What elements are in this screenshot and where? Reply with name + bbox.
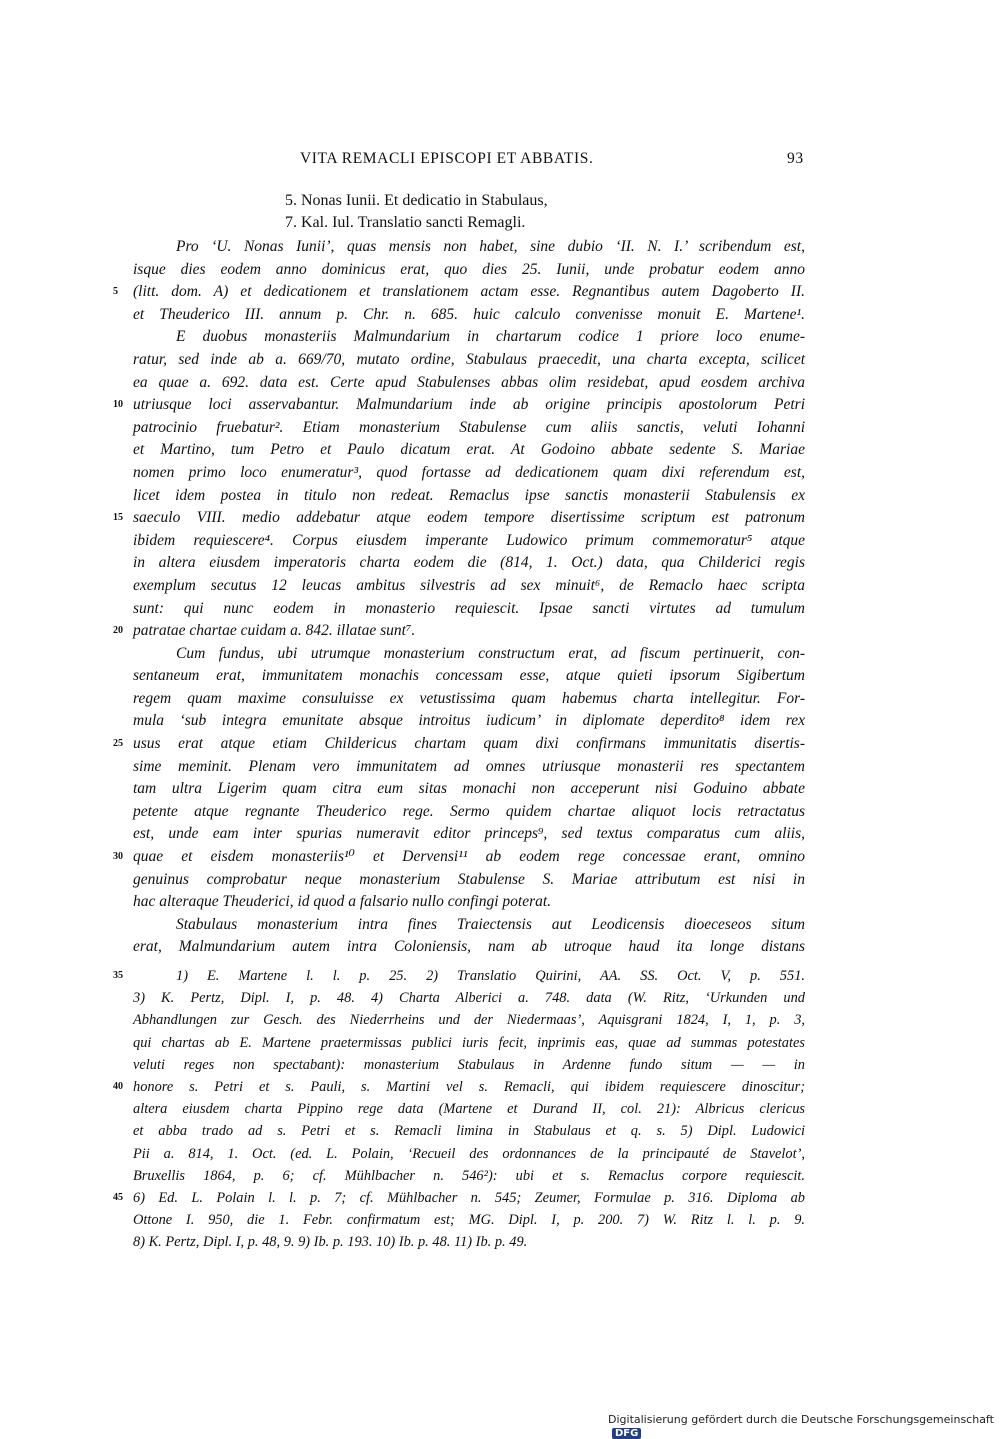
note-line-text: Ottone I. 950, die 1. Febr. confirmatum est; MG. Dipl. I, p. 200. 7) W. Ritz l. l. p. 9.	[133, 1212, 805, 1229]
note-line-text: Abhandlungen zur Gesch. des Niederrheins und der Niedermaas’, Aquisgrani 1824, I, 1, p. 3,	[133, 1012, 805, 1029]
text-line-text: Cum fundus, ubi utrumque monasterium constructum erat, ad fiscum pertinuerit, con-	[176, 644, 805, 662]
text-line-text: tam ultra Ligerim quam citra eum sitas monachi non acceperunt nisi Goduino abbate	[133, 780, 805, 798]
text-line-text: et Theuderico III. annum p. Chr. n. 685. huic calculo convenisse monuit E. Martene¹.	[133, 305, 805, 323]
note-line	[133, 1120, 805, 1142]
page-number: 93	[787, 150, 804, 167]
note-line	[113, 965, 805, 987]
text-line	[133, 485, 805, 508]
note-line	[133, 1165, 805, 1187]
text-line-text: est, unde eam inter spurias numeravit editor princeps⁹, sed textus comparatus cum aliis,	[133, 825, 805, 843]
text-line	[133, 304, 805, 327]
text-line	[133, 801, 805, 824]
text-line	[133, 575, 805, 598]
text-line-text: sunt: qui nunc eodem in monasterio requiescit. Ipsae sancti virtutes ad tumulum	[133, 599, 805, 617]
note-line	[133, 1143, 805, 1165]
text-line-text: in altera eiusdem imperatoris charta eodem die (814, 1. Oct.) data, qua Childerici regis	[133, 554, 805, 572]
note-line	[133, 1231, 805, 1253]
text-line-text: ratur, sed inde ab a. 669/70, mutato ordine, Stabulaus praecedit, una charta excepta, scilicet	[133, 350, 805, 368]
note-line	[133, 1209, 805, 1231]
note-line	[133, 987, 805, 1009]
text-line-text: ea quae a. 692. data est. Certe apud Stabulenses abbas olim residebat, apud eosdem archiva	[133, 373, 805, 391]
line-number: 45	[113, 1191, 123, 1203]
note-line-text: 8) K. Pertz, Dipl. I, p. 48, 9. 9) Ib. p. 193. 10) Ib. p. 48. 11) Ib. p. 49.	[133, 1234, 528, 1251]
line-number: 20	[113, 625, 123, 637]
heading-line: 5. Nonas Iunii. Et dedicatio in Stabulaus,	[285, 192, 548, 209]
text-line	[133, 552, 805, 575]
text-line-text: isque dies eodem anno dominicus erat, quo dies 25. Iunii, unde probatur eodem anno	[133, 260, 805, 278]
funding-footer	[608, 1413, 1000, 1439]
text-line-text: saeculo VIII. medio addebatur atque eodem tempore disertissime scriptum est patronum	[133, 509, 805, 527]
main-text	[113, 236, 805, 959]
text-line	[133, 598, 805, 621]
text-line-text: quae et eisdem monasteriis¹⁰ et Dervensi¹¹ ab eodem rege concessae erant, omnino	[133, 848, 805, 866]
text-line	[133, 710, 805, 733]
text-line	[133, 869, 805, 892]
note-line	[133, 1054, 805, 1076]
note-line-text: qui chartas ab E. Martene praetermissas publici iuris fecit, inprimis eas, quae ad summas potestates	[133, 1034, 805, 1051]
text-line	[133, 462, 805, 485]
text-line-text: nomen primo loco enumeratur³, quod fortasse ad dedicationem quam dixi referendum est,	[133, 463, 805, 481]
funding-text: Digitalisierung gefördert durch die Deutsche Forschungsgemeinschaft	[608, 1413, 994, 1426]
text-line-text: exemplum secutus 12 leucas ambitus silvestris ad sex minuit⁶, de Remaclo haec scripta	[133, 576, 805, 594]
text-line-text: genuinus comprobatur neque monasterium Stabulense S. Mariae attributum est nisi in	[133, 870, 805, 888]
text-line	[133, 530, 805, 553]
text-line	[133, 891, 805, 914]
note-line-text: Pii a. 814, 1. Oct. (ed. L. Polain, ‘Recueil des ordonnances de la principauté de Stavelot’,	[133, 1145, 805, 1162]
line-number: 25	[113, 738, 123, 750]
note-line-text: Bruxellis 1864, p. 6; cf. Mühlbacher n. 546²): ubi et s. Remaclus corpore requiescit.	[133, 1167, 805, 1184]
note-line-text: altera eiusdem charta Pippino rege data (Martene et Durand II, col. 21): Albricus clericus	[133, 1101, 805, 1118]
text-line	[133, 665, 805, 688]
note-line-text: 3) K. Pertz, Dipl. I, p. 48. 4) Charta Alberici a. 748. data (W. Ritz, ‘Urkunden und	[133, 990, 805, 1007]
line-number: 15	[113, 512, 123, 524]
text-line	[133, 372, 805, 395]
text-line-text: sentaneum erat, immunitatem monachis concessam esse, atque quieti ipsorum Sigibertum	[133, 667, 805, 685]
text-line-text: petente atque regnante Theuderico rege. Sermo quidem chartae aliquot locis retractatus	[133, 802, 805, 820]
text-line	[133, 349, 805, 372]
note-line	[133, 1098, 805, 1120]
note-line-text: 6) Ed. L. Polain l. l. p. 7; cf. Mühlbacher n. 545; Zeumer, Formulae p. 316. Diploma ab	[133, 1189, 805, 1206]
text-line	[113, 620, 805, 643]
note-line-text: 1) E. Martene l. l. p. 25. 2) Translatio Quirini, AA. SS. Oct. V, p. 551.	[176, 968, 805, 984]
note-line-text: veluti reges non spectabant): monasterium Stabulaus in Ardenne fundo situm — — in	[133, 1056, 805, 1073]
note-line	[113, 1187, 805, 1209]
text-line	[133, 688, 805, 711]
text-line-text: patrocinio fruebatur². Etiam monasterium Stabulense cum aliis sanctis, veluti Iohanni	[133, 418, 805, 436]
note-line	[133, 1009, 805, 1031]
heading-line: 7. Kal. Iul. Translatio sancti Remagli.	[285, 214, 526, 231]
line-number: 30	[113, 851, 123, 863]
text-line	[133, 643, 805, 666]
text-line-text: (litt. dom. A) et dedicationem et translationem actam esse. Regnantibus autem Dagoberto II.	[133, 283, 805, 301]
text-line-text: erat, Malmundarium autem intra Coloniensis, nam ab utroque haud ita longe distans	[133, 938, 805, 956]
note-line-text: et abba trado ad s. Petri et s. Remacli limina in Stabulaus et q. s. 5) Dipl. Ludowici	[133, 1123, 805, 1140]
text-line-text: sime meminit. Plenam vero immunitatem ad omnes utriusque monasterii res spectantem	[133, 757, 805, 775]
line-number: 5	[113, 286, 118, 298]
text-line-text: usus erat atque etiam Childericus chartam quam dixi confirmans immunitatis disertis-	[133, 735, 805, 753]
text-line	[113, 733, 805, 756]
footnotes	[113, 965, 805, 1253]
text-line	[133, 417, 805, 440]
note-line-text: honore s. Petri et s. Pauli, s. Martini vel s. Remacli, qui ibidem requiescere dinoscitur;	[133, 1078, 805, 1095]
line-number: 35	[113, 970, 123, 981]
text-line	[133, 326, 805, 349]
text-line-text: licet idem postea in titulo non redeat. Remaclus ipse sanctis monasterii Stabulensis ex	[133, 486, 805, 504]
dfg-logo: DFG	[612, 1428, 641, 1439]
text-line	[133, 936, 805, 959]
text-line	[133, 259, 805, 282]
text-line-text: Stabulaus monasterium intra fines Traiectensis aut Leodicensis dioeceseos situm	[176, 915, 805, 933]
text-line-text: et Martino, tum Petro et Paulo dicatum erat. At Godoino abbate sedente S. Mariae	[133, 441, 805, 459]
note-line	[133, 1032, 805, 1054]
line-number: 40	[113, 1080, 123, 1092]
text-line	[133, 823, 805, 846]
text-line	[133, 778, 805, 801]
line-number: 10	[113, 399, 123, 411]
text-line-text: hac alteraque Theuderici, id quod a falsario nullo confingi poterat.	[133, 893, 552, 911]
text-line-text: ibidem requiescere⁴. Corpus eiusdem imperante Ludowico primum commemoratur⁵ atque	[133, 531, 805, 549]
text-line-text: E duobus monasteriis Malmundarium in chartarum codice 1 priore loco enume-	[176, 328, 805, 346]
text-line	[133, 914, 805, 937]
text-line-text: Pro ‘U. Nonas Iunii’, quas mensis non habet, sine dubio ‘II. N. I.’ scribendum est,	[176, 238, 805, 255]
page-header	[0, 150, 1000, 174]
text-line-text: mula ‘sub integra emunitate absque introitus iudicum’ in diplomate deperdito⁸ idem rex	[133, 712, 805, 730]
text-line	[133, 236, 805, 259]
text-line	[113, 281, 805, 304]
text-line	[133, 756, 805, 779]
text-line-text: patratae chartae cuidam a. 842. illatae sunt⁷.	[133, 622, 416, 640]
text-line	[133, 439, 805, 462]
text-line	[113, 846, 805, 869]
section-headings	[285, 190, 705, 234]
text-line	[113, 507, 805, 530]
text-line-text: utriusque loci asservabantur. Malmundarium inde ab origine principis apostolorum Petri	[133, 396, 805, 414]
running-title: VITA REMACLI EPISCOPI ET ABBATIS.	[300, 150, 594, 167]
note-line	[113, 1076, 805, 1098]
text-line	[113, 394, 805, 417]
text-line-text: regem quam maxime consuluisse ex vetustissima quam habemus charta intellegitur. For-	[133, 689, 805, 707]
